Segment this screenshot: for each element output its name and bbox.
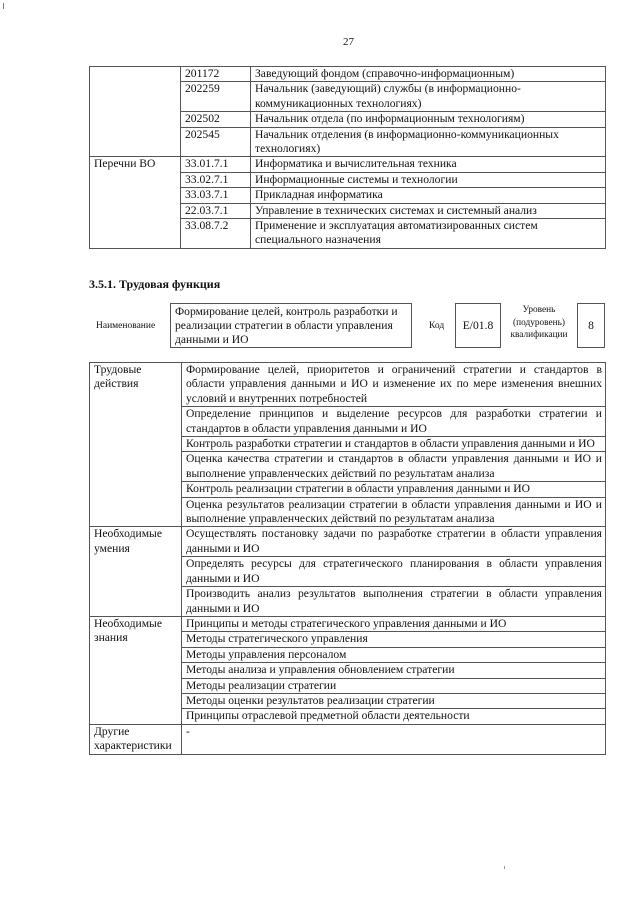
title-cell: Прикладная информатика xyxy=(251,188,606,203)
level-label-line: (подуровень) xyxy=(513,317,565,328)
knowledge-item: Принципы и методы стратегического управления данными и ИО xyxy=(182,616,606,631)
knowledge-item: Методы управления персоналом xyxy=(182,647,606,662)
skill-item: Производить анализ результатов выполнения стратегии в области управления данными и ИО xyxy=(182,587,606,617)
title-cell: Начальник (заведующий) службы (в информационно-коммуникационных технологиях) xyxy=(251,82,606,112)
labor-action-item: Определение принципов и выделение ресурсов для разработки стратегии и стандартов в области управления данными и ИО xyxy=(182,407,606,437)
knowledge-item: Принципы отраслевой предметной области деятельности xyxy=(182,709,606,724)
code-cell: 202259 xyxy=(181,82,251,112)
level-label-line: квалификации xyxy=(510,330,568,340)
table-row xyxy=(90,157,606,172)
page-number: 27 xyxy=(343,36,354,48)
code-cell: 33.02.7.1 xyxy=(181,172,251,187)
table-row xyxy=(90,527,606,557)
labor-function-table xyxy=(89,362,606,755)
code-cell: 33.08.7.2 xyxy=(181,219,251,249)
code-cell: 33.01.7.1 xyxy=(181,157,251,172)
table-row xyxy=(90,363,606,407)
group-cell xyxy=(90,67,181,157)
group-cell: Перечни ВО xyxy=(90,157,181,248)
title-cell: Заведующий фондом (справочно-информационным) xyxy=(251,67,606,82)
labor-action-item: Оценка качества стратегии и стандартов в области управления данными и ИО и выполнение управленческих действий по результатам анализа xyxy=(182,452,606,482)
code-cell: 202545 xyxy=(181,127,251,157)
required-knowledge-label: Необходимые знания xyxy=(90,616,182,724)
knowledge-item: Методы оценки результатов реализации стратегии xyxy=(182,693,606,708)
knowledge-item: Методы стратегического управления xyxy=(182,632,606,647)
skill-item: Определять ресурсы для стратегического планирования в области управления данными и ИО xyxy=(182,557,606,587)
labor-action-item: Контроль разработки стратегии и стандартов в области управления данными и ИО xyxy=(182,437,606,452)
code-cell: 22.03.7.1 xyxy=(181,203,251,218)
table-row xyxy=(90,616,606,631)
knowledge-item: Методы анализа и управления обновлением стратегии xyxy=(182,663,606,678)
required-skills-label: Необходимые умения xyxy=(90,527,182,616)
labor-action-item: Формирование целей, приоритетов и ограничений стратегии и стандартов в области управления данными и ИО и изменение их по мере изменения внешних условий и внутренних потребностей xyxy=(182,363,606,407)
code-label: Код xyxy=(429,321,445,331)
occupations-education-table xyxy=(89,66,606,249)
level-label-line: Уровень xyxy=(522,305,556,315)
table-row xyxy=(90,724,606,754)
knowledge-item: Методы реализации стратегии xyxy=(182,678,606,693)
code-cell: 202502 xyxy=(181,112,251,127)
function-name-box: Формирование целей, контроль разработки и реализации стратегии в области управления данными и ИО xyxy=(170,303,412,348)
title-cell: Управление в технических системах и системный анализ xyxy=(251,203,606,218)
code-cell: 201172 xyxy=(181,67,251,82)
title-cell: Начальник отдела (по информационным технологиям) xyxy=(251,112,606,127)
title-cell: Информатика и вычислительная техника xyxy=(251,157,606,172)
function-code-box: E/01.8 xyxy=(455,303,501,348)
table-row xyxy=(90,67,606,82)
labor-action-item: Оценка результатов реализации стратегии в области управления данными и ИО и выполнение управленческих действий по результатам анализа xyxy=(182,497,606,527)
labor-action-item: Контроль реализации стратегии в области управления данными и ИО xyxy=(182,482,606,497)
scan-mark xyxy=(504,866,505,869)
qualification-level-label xyxy=(503,304,575,342)
code-cell: 33.03.7.1 xyxy=(181,188,251,203)
other-characteristics-label: Другие характеристики xyxy=(90,724,182,754)
other-characteristics-value: - xyxy=(182,724,606,754)
qualification-level-box: 8 xyxy=(577,303,605,348)
skill-item: Осуществлять постановку задачи по разработке стратегии в области управления данными и ИО xyxy=(182,527,606,557)
title-cell: Информационные системы и технологии xyxy=(251,172,606,187)
title-cell: Начальник отделения (в информационно-коммуникационных технологиях) xyxy=(251,127,606,157)
name-label: Наименование xyxy=(96,321,156,331)
scan-corner-mark xyxy=(3,3,4,9)
section-heading: 3.5.1. Трудовая функция xyxy=(89,277,221,291)
labor-actions-label: Трудовые действия xyxy=(90,363,182,527)
title-cell: Применение и эксплуатация автоматизированных систем специального назначения xyxy=(251,219,606,249)
